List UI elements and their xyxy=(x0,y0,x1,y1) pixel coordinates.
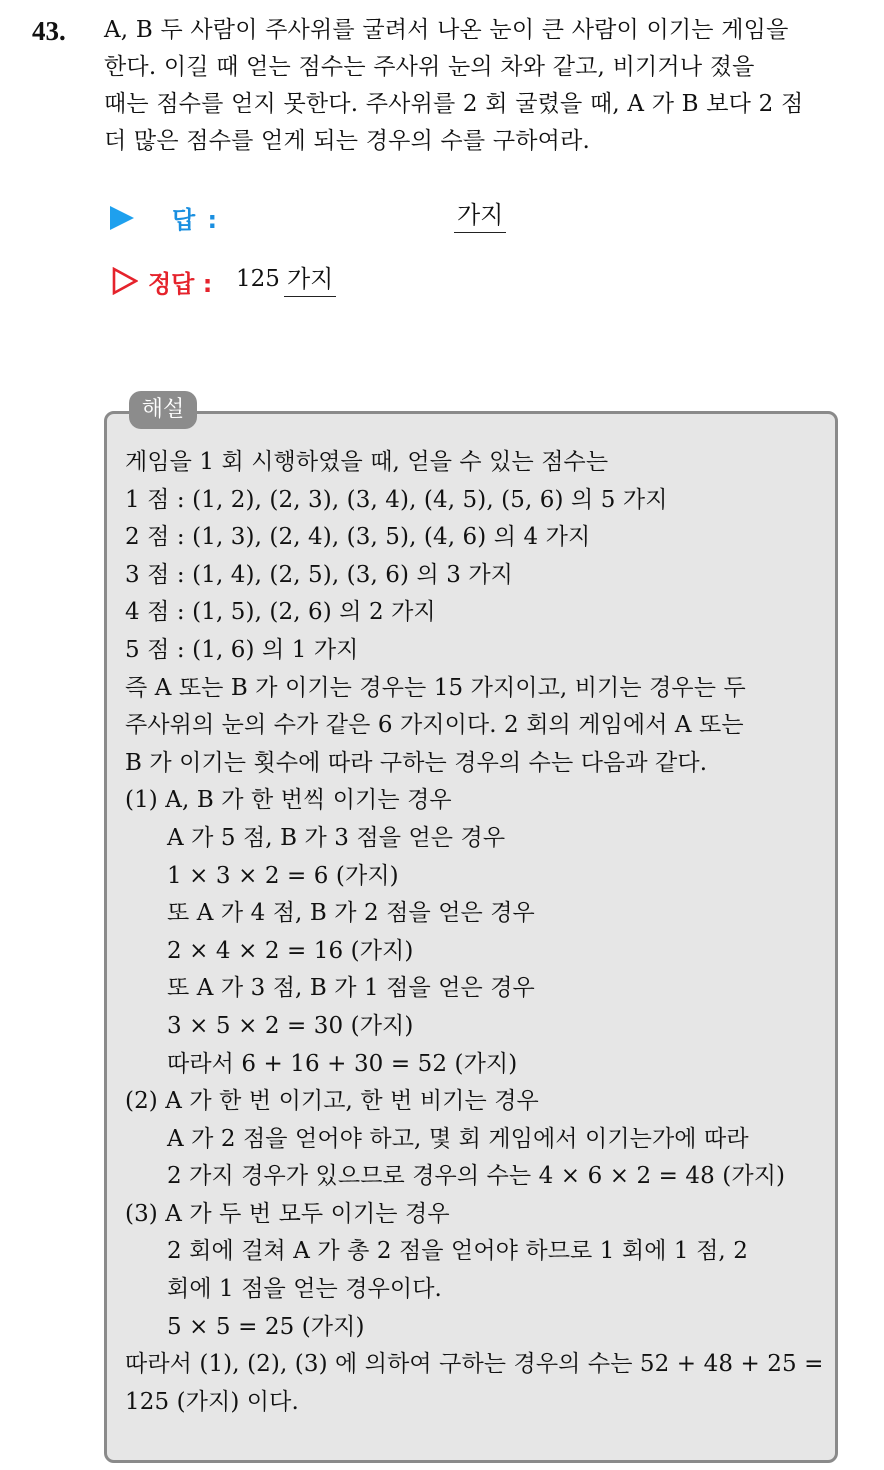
explanation-tag: 해설 xyxy=(129,391,197,429)
explanation-line: A 가 5 점, B 가 3 점을 얻은 경우 xyxy=(167,824,506,851)
explanation-line: 125 (가지) 이다. xyxy=(125,1388,299,1415)
explanation-line: 3 점 : (1, 4), (2, 5), (3, 6) 의 3 가지 xyxy=(125,561,514,588)
problem xyxy=(32,12,862,160)
explanation-line: 주사위의 눈의 수가 같은 6 가지이다. 2 회의 게임에서 A 또는 xyxy=(125,712,744,739)
explanation-content xyxy=(125,444,825,1421)
correct-answer-row xyxy=(110,262,710,302)
outline-triangle-icon xyxy=(112,267,138,295)
explanation-line: (3) A 가 두 번 모두 이기는 경우 xyxy=(125,1200,450,1227)
question-text xyxy=(104,12,862,160)
answer-label: 답 : xyxy=(172,206,220,234)
explanation-line: 5 × 5 = 25 (가지) xyxy=(167,1313,365,1340)
answer-row xyxy=(110,198,610,238)
explanation-line: 4 점 : (1, 5), (2, 6) 의 2 가지 xyxy=(125,599,436,626)
question-line: 더 많은 점수를 얻게 되는 경우의 수를 구하여라. xyxy=(104,128,591,154)
explanation-line: B 가 이기는 횟수에 따라 구하는 경우의 수는 다음과 같다. xyxy=(125,749,708,776)
correct-answer-unit: 가지 xyxy=(284,262,336,297)
explanation-line: 1 × 3 × 2 = 6 (가지) xyxy=(167,862,399,889)
explanation-line: 2 점 : (1, 3), (2, 4), (3, 5), (4, 6) 의 4 가지 xyxy=(125,524,591,551)
correct-answer-value: 125 xyxy=(236,266,280,292)
explanation-line: 5 점 : (1, 6) 의 1 가지 xyxy=(125,636,359,663)
explanation-line: 2 가지 경우가 있으므로 경우의 수는 4 × 6 × 2 = 48 (가지) xyxy=(167,1163,786,1190)
question-line: A, B 두 사람이 주사위를 굴려서 나온 눈이 큰 사람이 이기는 게임을 xyxy=(104,17,789,43)
explanation-line: 회에 1 점을 얻는 경우이다. xyxy=(167,1276,442,1303)
correct-answer-label: 정답 : xyxy=(148,270,213,298)
explanation-line: 2 회에 걸쳐 A 가 총 2 점을 얻어야 하므로 1 회에 1 점, 2 xyxy=(167,1238,748,1265)
question-line: 때는 점수를 얻지 못한다. 주사위를 2 회 굴렸을 때, A 가 B 보다 2 점 xyxy=(104,91,804,117)
explanation-line: 즉 A 또는 B 가 이기는 경우는 15 가지이고, 비기는 경우는 두 xyxy=(125,674,746,701)
play-triangle-icon xyxy=(110,206,134,230)
question-number: 43. xyxy=(32,16,66,46)
explanation-line: A 가 2 점을 얻어야 하고, 몇 회 게임에서 이기는가에 따라 xyxy=(167,1125,749,1152)
explanation-line: 따라서 6 + 16 + 30 = 52 (가지) xyxy=(167,1050,518,1077)
explanation-line: (2) A 가 한 번 이기고, 한 번 비기는 경우 xyxy=(125,1088,539,1115)
explanation-line: 게임을 1 회 시행하였을 때, 얻을 수 있는 점수는 xyxy=(125,449,609,475)
answer-unit[interactable]: 가지 xyxy=(454,198,506,233)
explanation-line: 또 A 가 3 점, B 가 1 점을 얻은 경우 xyxy=(167,975,535,1002)
question-line: 한다. 이길 때 얻는 점수는 주사위 눈의 차와 같고, 비기거나 졌을 xyxy=(104,54,755,80)
explanation-line: 또 A 가 4 점, B 가 2 점을 얻은 경우 xyxy=(167,900,535,927)
explanation-line: 2 × 4 × 2 = 16 (가지) xyxy=(167,937,414,964)
explanation-line: 3 × 5 × 2 = 30 (가지) xyxy=(167,1012,414,1039)
explanation-line: 1 점 : (1, 2), (2, 3), (3, 4), (4, 5), (5, 6) 의 5 가지 xyxy=(125,486,668,513)
explanation-line: (1) A, B 가 한 번씩 이기는 경우 xyxy=(125,787,452,814)
explanation-line: 따라서 (1), (2), (3) 에 의하여 구하는 경우의 수는 52 + 48 + 25 = xyxy=(125,1351,824,1378)
